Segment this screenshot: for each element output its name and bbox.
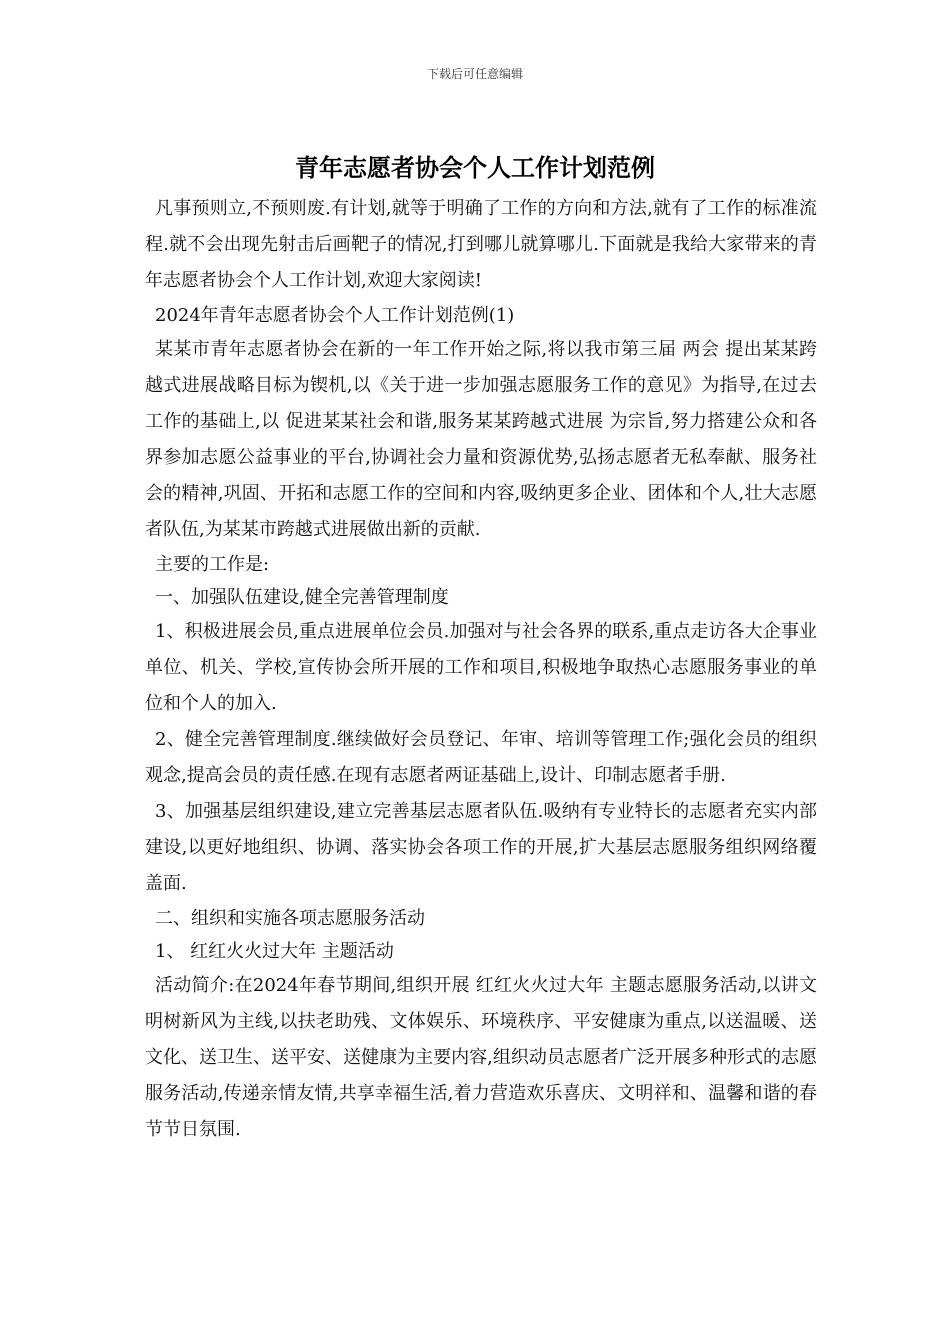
section-heading-example-1: 2024年青年志愿者协会个人工作计划范例(1): [155, 305, 515, 326]
section-heading-1: 一、加强队伍建设,健全完善管理制度: [155, 587, 449, 608]
main-work-label: 主要的工作是:: [155, 554, 270, 575]
page-title: 青年志愿者协会个人工作计划范例: [295, 153, 655, 182]
activity-description: 活动简介:在2024年春节期间,组织开展 红红火火过大年 主题志愿服务活动,以讲文明树新风为主线,以扶老助残、文体娱乐、环境秩序、平安健康为重点,以送温暖、送文化、送卫生、送平安、送健康为主要内容,组织动员志愿者广泛开展多种形式的志愿服务活动,传递亲情友情,共享幸福生活,着力营造欢乐喜庆、文明祥和、温馨和谐的春节节日氛围.: [145, 975, 817, 1140]
header-note: 下载后可任意编辑: [426, 67, 523, 81]
intro-paragraph: 凡事预则立,不预则废.有计划,就等于明确了工作的方向和方法,就有了工作的标准流程.就不会出现先射击后画靶子的情况,打到哪儿就算哪儿.下面就是我给大家带来的青年志愿者协会个人工作计划,欢迎大家阅读!: [145, 198, 817, 291]
activity-heading-1: 1、 红红火火过大年 主题活动: [155, 941, 394, 962]
list-item-3: 3、加强基层组织建设,建立完善基层志愿者队伍.吸纳有专业特长的志愿者充实内部建设,以更好地组织、协调、落实协会各项工作的开展,扩大基层志愿服务组织网络覆盖面.: [145, 801, 817, 894]
body-paragraph-overview: 某某市青年志愿者协会在新的一年工作开始之际,将以我市第三届 两会 提出某某跨越式进展战略目标为锲机,以《关于进一步加强志愿服务工作的意见》为指导,在过去工作的基础上,以 促进某某社会和谐,服务某某跨越式进展 为宗旨,努力搭建公众和各界参加志愿公益事业的平台,协调社会力量和资源优势,弘扬志愿者无私奉献、服务社会的精神,巩固、开拓和志愿工作的空间和内容,吸纳更多企业、团体和个人,壮大志愿者队伍,为某某市跨越式进展做出新的贡献.: [145, 339, 817, 540]
list-item-1: 1、积极进展会员,重点进展单位会员.加强对与社会各界的联系,重点走访各大企事业单位、机关、学校,宣传协会所开展的工作和项目,积极地争取热心志愿服务事业的单位和个人的加入.: [145, 621, 817, 714]
document-body: [145, 191, 817, 1148]
section-heading-2: 二、组织和实施各项志愿服务活动: [155, 908, 425, 929]
list-item-2: 2、健全完善管理制度.继续做好会员登记、年审、培训等管理工作;强化会员的组织观念,提高会员的责任感.在现有志愿者两证基础上,设计、印制志愿者手册.: [145, 729, 817, 786]
